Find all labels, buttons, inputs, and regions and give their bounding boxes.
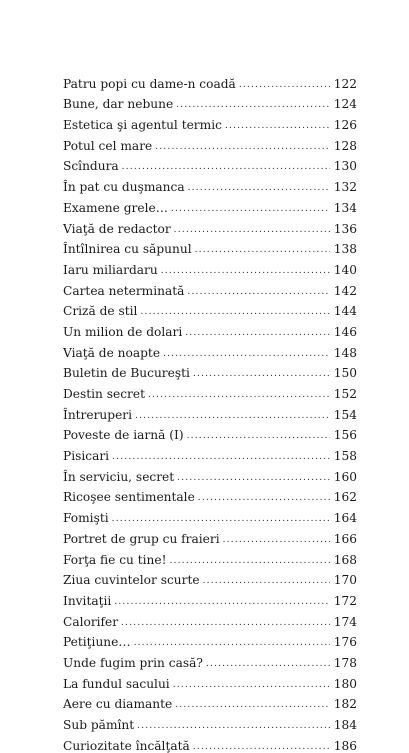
toc-entry [63,70,357,91]
dot-leader [176,99,330,111]
toc-entry-page: 152 [333,387,357,401]
dot-leader [187,430,330,442]
toc-entry-page: 158 [333,449,357,464]
toc-entry-title: Estetica şi agentul termic [63,118,222,133]
toc-entry [63,173,357,194]
dot-leader [185,327,330,339]
toc-entry-page: 140 [333,262,357,277]
toc-entry [63,484,357,505]
toc-entry-title: Întreruperi [63,407,133,422]
toc-entry-page: 134 [333,200,357,215]
toc-entry-page: 178 [333,655,357,670]
toc-entry [63,504,357,525]
toc-entry-title: Cartea neterminată [63,283,185,298]
toc-entry-title: Un milion de dolari [63,324,183,339]
toc-entry-page: 180 [333,676,357,691]
toc-entry-title: Examene grele… [63,200,168,215]
toc-entry [63,236,357,257]
toc-entry-page: 164 [333,511,357,526]
toc-entry-page: 160 [333,469,357,484]
dot-leader [114,596,330,608]
dot-leader [112,451,330,463]
dot-leader [193,368,330,380]
toc-entry-page: 122 [333,76,357,91]
toc-entry-title: Portret de grup cu fraieri [63,531,220,546]
toc-entry-title: Calorifer [63,614,119,629]
toc-entry-title: Poveste de iarnă (I) [63,428,184,443]
toc-entry-title: Buletin de Bucureşti [63,366,190,381]
toc-entry-title: Unde fugim prin casă? [63,655,203,670]
toc-entry [63,298,357,319]
toc-entry-title: Întîlnirea cu săpunul [63,242,192,257]
toc-entry-title: În pat cu duşmanca [63,180,185,195]
toc-entry [63,256,357,277]
toc-entry-title: Viaţă de redactor [63,221,171,236]
toc-entry-title: Scîndura [63,159,119,174]
toc-entry-page: 174 [333,614,357,629]
toc-entry-page: 184 [333,718,357,732]
toc-entry [63,132,357,153]
toc-entry-page: 182 [333,697,357,712]
dot-leader [193,741,330,753]
dot-leader [161,265,330,277]
toc-entry [63,422,357,443]
toc-entry [63,91,357,112]
table-of-contents [63,70,357,753]
dot-leader [203,575,330,587]
dot-leader [198,492,330,504]
toc-entry-title: Invitaţii [63,593,112,608]
toc-entry [63,691,357,712]
toc-entry-title: Curiozitate încălţată [63,738,190,753]
toc-entry-page: 130 [333,159,357,174]
dot-leader [112,513,330,525]
toc-entry [63,525,357,546]
toc-entry-page: 142 [333,283,357,298]
toc-entry [63,339,357,360]
toc-entry [63,629,357,650]
toc-entry-title: Ricoşeе sentimentale [63,490,195,505]
toc-entry [63,401,357,422]
toc-entry-page: 166 [333,531,357,546]
toc-entry-title: Petiţiune… [63,635,131,650]
toc-entry-page: 132 [333,180,357,195]
toc-entry [63,546,357,567]
dot-leader [195,244,330,256]
toc-entry-page: 138 [333,242,357,257]
dot-leader [187,286,330,298]
dot-leader [175,699,330,711]
toc-entry [63,670,357,691]
dot-leader [122,161,330,173]
toc-entry [63,277,357,298]
dot-leader [170,555,330,567]
toc-entry-title: Destin secret [63,387,145,401]
dot-leader [135,410,330,422]
toc-entry-title: Sub pămînt [63,718,135,732]
toc-entry-page: 186 [333,738,357,753]
toc-entry [63,442,357,463]
toc-entry [63,318,357,339]
dot-leader [134,637,330,649]
toc-entry [63,111,357,132]
toc-entry [63,732,357,753]
toc-entry-title: Pisicari [63,449,110,464]
toc-entry-page: 144 [333,304,357,319]
toc-entry-page: 170 [333,573,357,588]
dot-leader [163,348,330,360]
toc-entry-title: Fomişti [63,511,109,526]
dot-leader [137,720,330,732]
dot-leader [174,224,330,236]
toc-entry-title: În serviciu, secret [63,469,175,484]
toc-entry [63,567,357,588]
toc-entry-page: 136 [333,221,357,236]
toc-entry-page: 128 [333,138,357,153]
toc-entry-page: 148 [333,345,357,360]
dot-leader [225,120,330,132]
toc-entry-page: 150 [333,366,357,381]
toc-entry-title: Iaru miliardaru [63,262,158,277]
toc-entry [63,608,357,629]
dot-leader [148,389,330,401]
dot-leader [223,534,330,546]
toc-entry-page: 126 [333,118,357,133]
toc-entry-page: 162 [333,490,357,505]
toc-entry-page: 154 [333,407,357,422]
toc-entry-page: 124 [333,97,357,112]
toc-entry-title: Aere cu diamante [63,697,173,712]
toc-entry [63,360,357,381]
toc-entry-title: Criză de stil [63,304,138,319]
toc-entry [63,649,357,670]
dot-leader [206,658,330,670]
toc-entry-title: Ziua cuvintelor scurte [63,573,200,588]
dot-leader [173,679,330,691]
dot-leader [188,182,330,194]
toc-entry-page: 146 [333,324,357,339]
dot-leader [239,79,330,91]
toc-entry [63,711,357,732]
toc-entry-page: 176 [333,635,357,650]
toc-entry-title: Potul cel mare [63,138,153,153]
toc-entry-title: Patru popi cu dame-n coadă [63,76,236,91]
dot-leader [121,617,330,629]
toc-entry [63,153,357,174]
toc-entry-page: 168 [333,552,357,567]
dot-leader [155,141,330,153]
toc-entry-title: Bune, dar nebune [63,97,174,112]
toc-entry [63,215,357,236]
toc-entry [63,463,357,484]
toc-entry-title: La fundul sacului [63,676,170,691]
dot-leader [140,306,330,318]
dot-leader [171,203,330,215]
dot-leader [177,472,330,484]
toc-entry-page: 172 [333,593,357,608]
toc-entry-page: 156 [333,428,357,443]
toc-entry-title: Viaţă de noapte [63,345,161,360]
toc-entry-title: Forţa fie cu tine! [63,552,167,567]
toc-entry [63,380,357,401]
toc-entry [63,587,357,608]
toc-entry [63,194,357,215]
